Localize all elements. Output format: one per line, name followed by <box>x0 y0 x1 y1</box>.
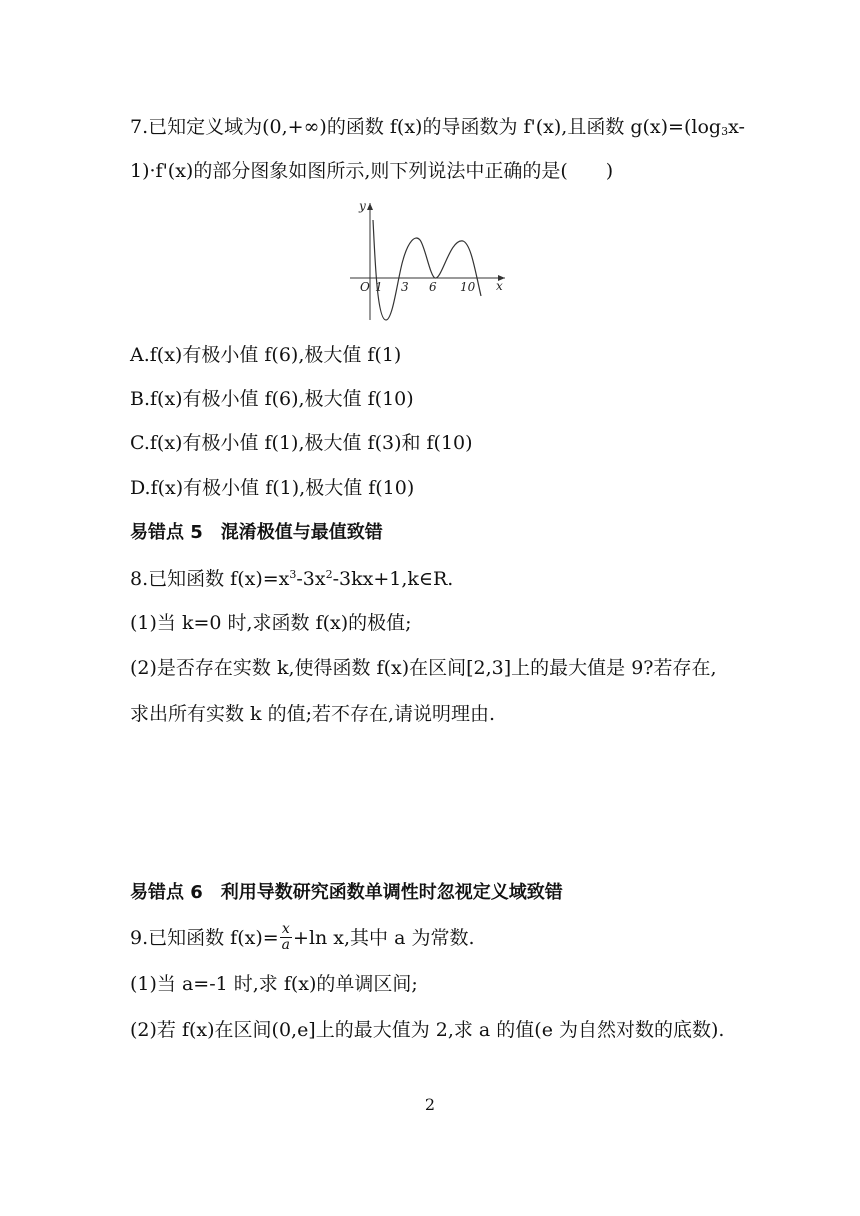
y-axis-label: y <box>359 199 366 213</box>
q8-exponent-3: 3 <box>289 568 297 581</box>
q8-stem-part-a: 8.已知函数 f(x)=x <box>130 568 290 590</box>
q7-stem-line1 <box>130 118 745 137</box>
option-a: A.f(x)有极小值 f(6),极大值 f(1) <box>130 344 402 366</box>
q9-part-2: (2)若 f(x)在区间(0,e]上的最大值为 2,求 a 的值(e 为自然对数的底数). <box>130 1019 725 1041</box>
option-c: C.f(x)有极小值 f(1),极大值 f(3)和 f(10) <box>130 432 473 454</box>
q8-stem-part-b: -3x <box>296 568 326 590</box>
q8-exponent-2: 2 <box>325 568 333 581</box>
q9-stem-part-a: 9.已知函数 f(x)= <box>130 927 279 950</box>
q7-stem-tail: x- <box>728 116 745 138</box>
log-base-subscript: 3 <box>721 125 729 138</box>
section-heading-5: 易错点 5 混淆极值与最值致错 <box>130 522 383 543</box>
tick-label-1: 1 <box>375 280 383 294</box>
q8-part-2-line2: 求出所有实数 k 的值;若不存在,请说明理由. <box>130 703 496 725</box>
q8-part-1: (1)当 k=0 时,求函数 f(x)的极值; <box>130 612 412 634</box>
q7-stem-text: 7.已知定义域为(0,+∞)的函数 f(x)的导函数为 f'(x),且函数 g(x)=(log <box>130 116 722 138</box>
q9-stem <box>130 921 475 954</box>
derivative-graph <box>345 198 515 323</box>
q9-stem-part-b: +ln x,其中 a 为常数. <box>293 927 475 950</box>
origin-label: O <box>360 280 370 294</box>
q9-part-1: (1)当 a=-1 时,求 f(x)的单调区间; <box>130 973 418 995</box>
tick-label-10: 10 <box>460 280 476 294</box>
page-number: 2 <box>424 1095 436 1114</box>
tick-label-6: 6 <box>429 280 437 294</box>
fraction-x-over-a <box>280 922 292 952</box>
y-axis-arrow <box>367 203 373 210</box>
curve-g <box>373 220 481 320</box>
fraction-denominator: a <box>281 936 291 953</box>
q8-stem <box>130 569 453 589</box>
tick-label-3: 3 <box>401 280 409 294</box>
q7-stem-line2: 1)·f'(x)的部分图象如图所示,则下列说法中正确的是( ) <box>130 160 614 182</box>
q8-stem-part-c: -3kx+1,k∈R. <box>332 568 454 590</box>
q8-part-2-line1: (2)是否存在实数 k,使得函数 f(x)在区间[2,3]上的最大值是 9?若存在, <box>130 657 717 679</box>
option-b: B.f(x)有极小值 f(6),极大值 f(10) <box>130 388 414 410</box>
x-axis-label: x <box>496 279 503 293</box>
section-heading-6: 易错点 6 利用导数研究函数单调性时忽视定义域致错 <box>130 882 563 903</box>
fraction-numerator: x <box>280 922 292 938</box>
option-d: D.f(x)有极小值 f(1),极大值 f(10) <box>130 477 415 499</box>
